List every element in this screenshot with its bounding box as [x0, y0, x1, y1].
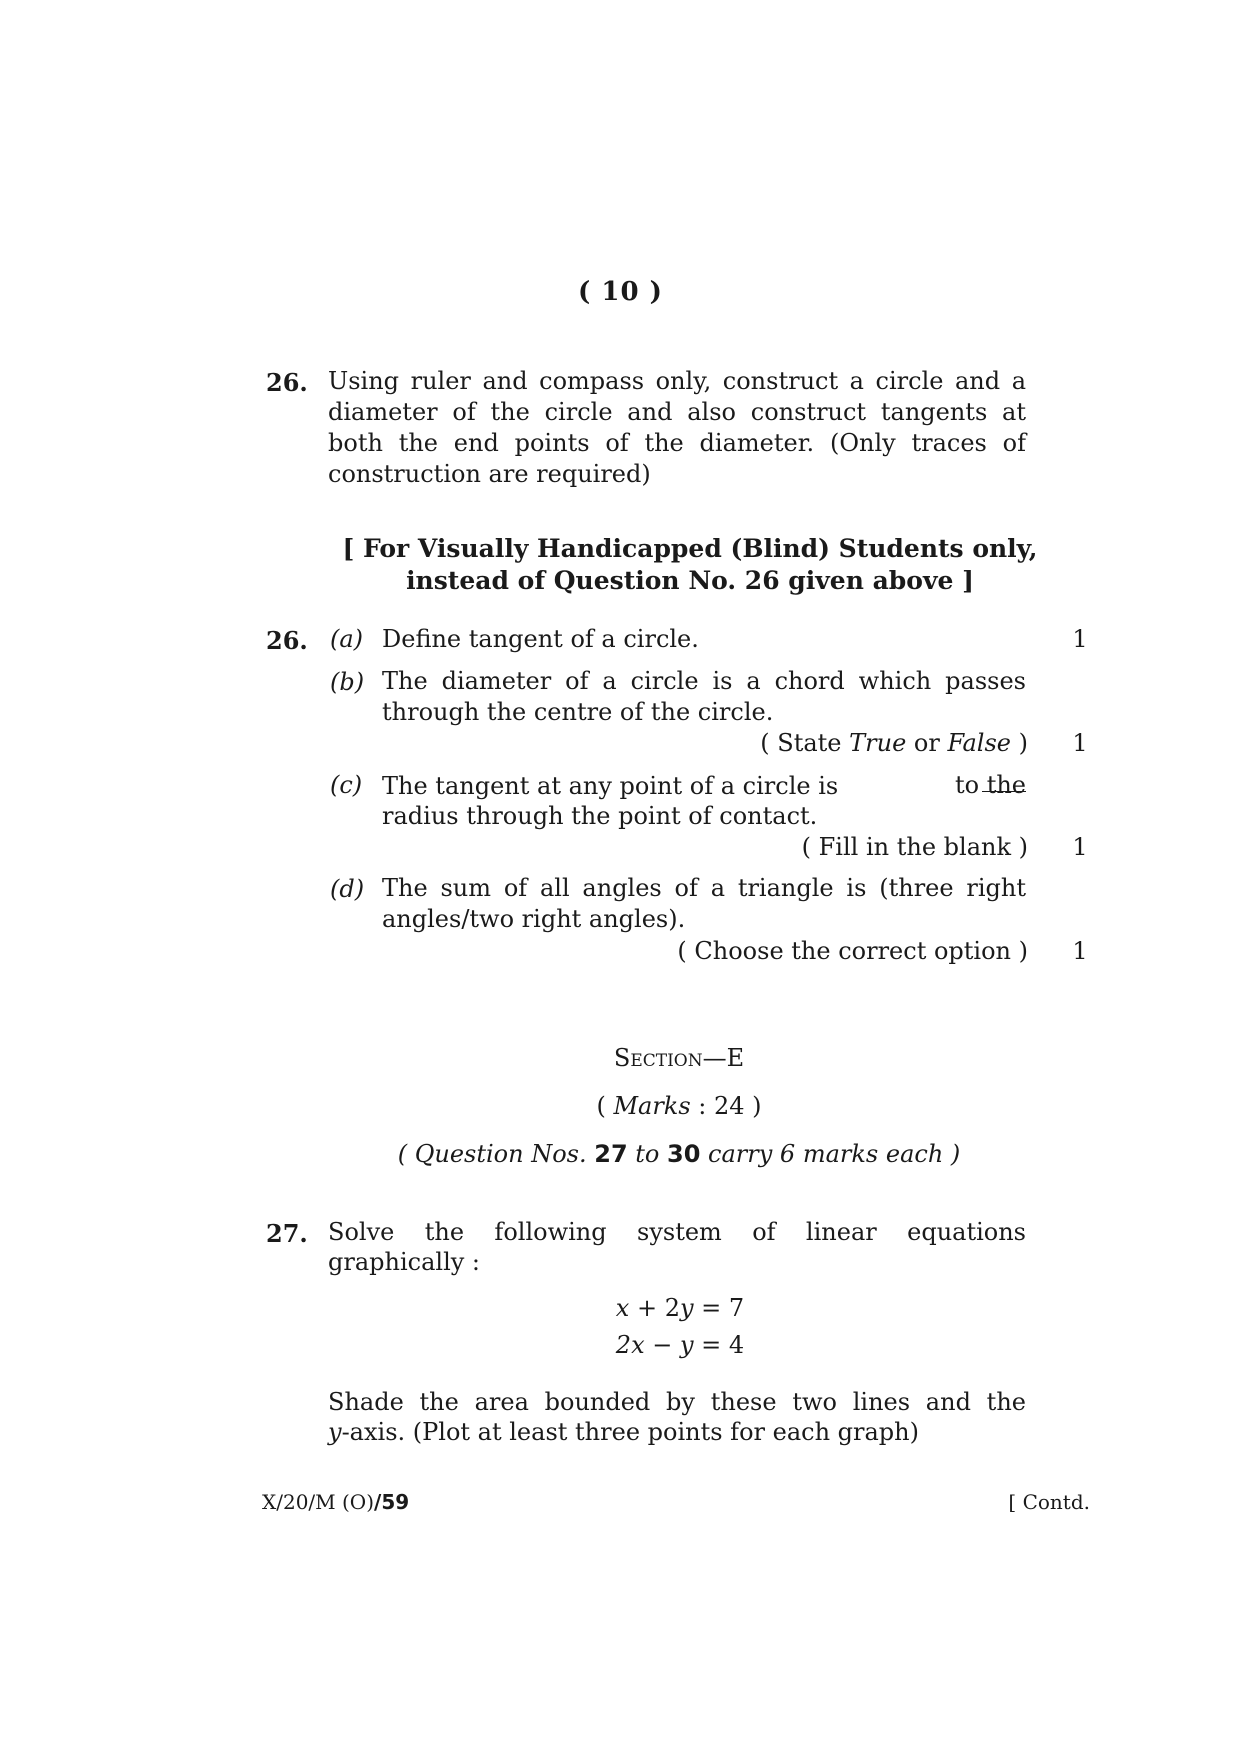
question-27-shade-line2: [328, 1418, 919, 1446]
paper-code-suffix: /59: [374, 1490, 410, 1514]
equation-2: [560, 1331, 800, 1359]
part-a-text: Define tangent of a circle.: [382, 625, 699, 653]
hint-false: False: [947, 729, 1011, 757]
question-number-26-alt: 26.: [266, 626, 308, 655]
part-c-text: [382, 771, 1026, 802]
question-27-line2: graphically :: [328, 1248, 481, 1276]
note-from: 27: [594, 1140, 628, 1168]
eq2-var-y: y: [679, 1331, 694, 1359]
hint-prefix: ( State: [760, 729, 850, 757]
shade-line2-text: -axis. (Plot at least three points for each graph): [341, 1418, 919, 1446]
eq2-rhs: = 4: [693, 1331, 745, 1359]
part-a-label: (a): [330, 625, 364, 653]
eq2-var-x: 2x: [615, 1331, 645, 1359]
eq1-var-y: y: [679, 1294, 694, 1322]
part-d-text: The sum of all angles of a triangle is (three right angles/two right angles).: [382, 874, 1026, 933]
part-d-hint: ( Choose the correct option ): [677, 937, 1028, 965]
eq1-op: + 2: [629, 1294, 680, 1322]
section-note: [0, 1140, 1241, 1168]
blind-students-note: [300, 533, 1080, 597]
note-pre: ( Question Nos.: [397, 1140, 595, 1168]
part-c-text-before: The tangent at any point of a circle is: [382, 772, 839, 800]
part-b-text: The diameter of a circle is a chord which passes through the centre of the circle.: [382, 667, 1026, 726]
part-b-label: (b): [330, 668, 365, 696]
marks-label: Marks: [613, 1092, 691, 1120]
eq1-var-x: x: [615, 1294, 630, 1322]
part-b-marks: 1: [1072, 729, 1088, 757]
note-to-word: to: [627, 1140, 668, 1168]
paper-code-prefix: X/20/M (O): [262, 1490, 375, 1514]
part-c-hint: ( Fill in the blank ): [801, 833, 1028, 861]
footer-paper-code: [262, 1490, 409, 1514]
blind-note-line1: [ For Visually Handicapped (Blind) Students only,: [342, 534, 1038, 563]
shade-var-y: y: [328, 1418, 342, 1446]
part-b-hint: [600, 729, 1028, 757]
part-c-text-after: radius through the point of contact.: [382, 802, 818, 830]
part-d-label: (d): [330, 875, 365, 903]
part-c-to-the: to the: [954, 771, 1026, 799]
part-a-marks: 1: [1072, 625, 1088, 653]
section-marks: [0, 1092, 1241, 1120]
eq2-op: −: [644, 1331, 680, 1359]
note-to: 30: [667, 1140, 701, 1168]
section-title: Section—E: [613, 1044, 745, 1072]
question-27-shade-line1: Shade the area bounded by these two lines and the: [328, 1388, 1026, 1416]
part-c-marks: 1: [1072, 833, 1088, 861]
marks-open: (: [596, 1092, 614, 1120]
question-number-27: 27.: [266, 1219, 308, 1248]
footer-contd: [ Contd.: [1008, 1490, 1090, 1514]
page-number: ( 10 ): [578, 277, 663, 307]
blind-note-line2: instead of Question No. 26 given above ]: [406, 566, 974, 595]
note-post: carry 6 marks each ): [700, 1140, 961, 1168]
hint-or: or: [906, 729, 948, 757]
eq1-rhs: = 7: [693, 1294, 745, 1322]
equation-1: [560, 1294, 800, 1322]
marks-value: : 24 ): [690, 1092, 762, 1120]
part-c-line1: [382, 771, 1026, 802]
hint-suffix: ): [1011, 729, 1028, 757]
question-26-text: Using ruler and compass only, construct a circle and a diameter of the circle and also construct tangents at both the end points of the diameter. (Only traces of construction are required): [328, 367, 1026, 488]
question-27-line1: Solve the following system of linear equations: [328, 1218, 1026, 1246]
part-c-label: (c): [330, 771, 363, 799]
part-d-marks: 1: [1072, 937, 1088, 965]
question-number-26: 26.: [266, 368, 308, 397]
hint-true: True: [849, 729, 907, 757]
